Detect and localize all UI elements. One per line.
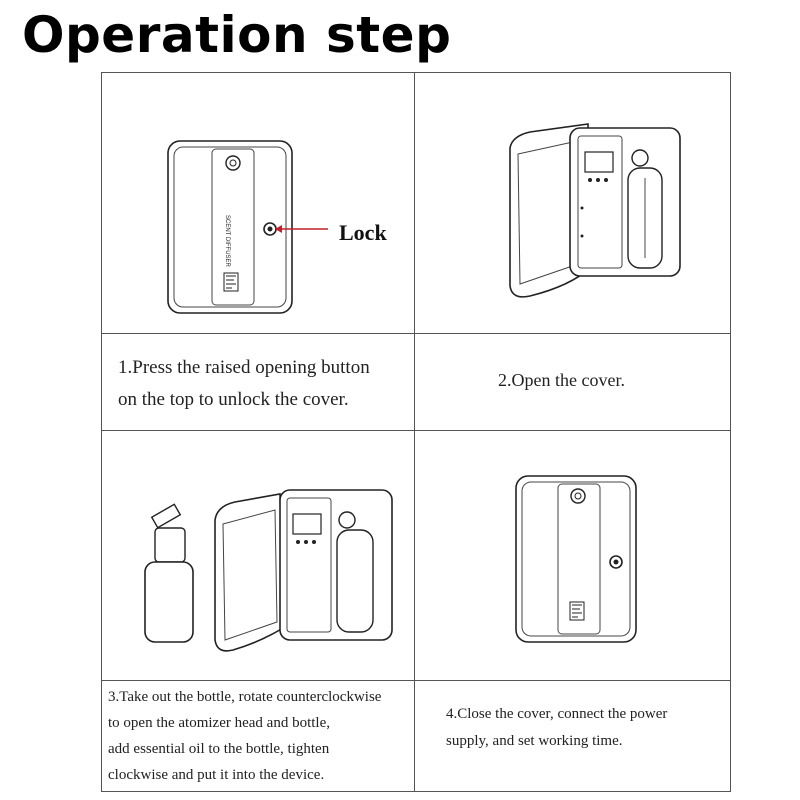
step4-closed-device-illustration [512,470,652,650]
device-brand-text: SCENT DIFFUSER [224,215,230,267]
grid-divider-row3 [101,680,731,681]
step2-open-device-illustration [500,118,700,303]
step2-caption [498,360,718,400]
grid-divider-row1 [101,333,731,334]
grid-divider-vertical [414,72,415,792]
step3-text: 3.Take out the bottle, rotate counterclockwise to open the atomizer head and bottle, add essential oil to the bottle, tighten clockwise and put it into the device. [108,689,382,783]
step4-text: 4.Close the cover, connect the power supply, and set working time. [446,706,668,749]
step1-caption [118,348,408,420]
step3-caption [108,684,412,788]
step1-text: 1.Press the raised opening button on the top to unlock the cover. [118,357,370,410]
step3-bottle-and-device-illustration [135,480,405,655]
step4-caption [446,698,726,758]
page-title: Operation step [22,6,452,64]
grid-divider-row2 [101,430,731,431]
step2-text: 2.Open the cover. [498,370,625,390]
lock-label: Lock [339,220,387,245]
